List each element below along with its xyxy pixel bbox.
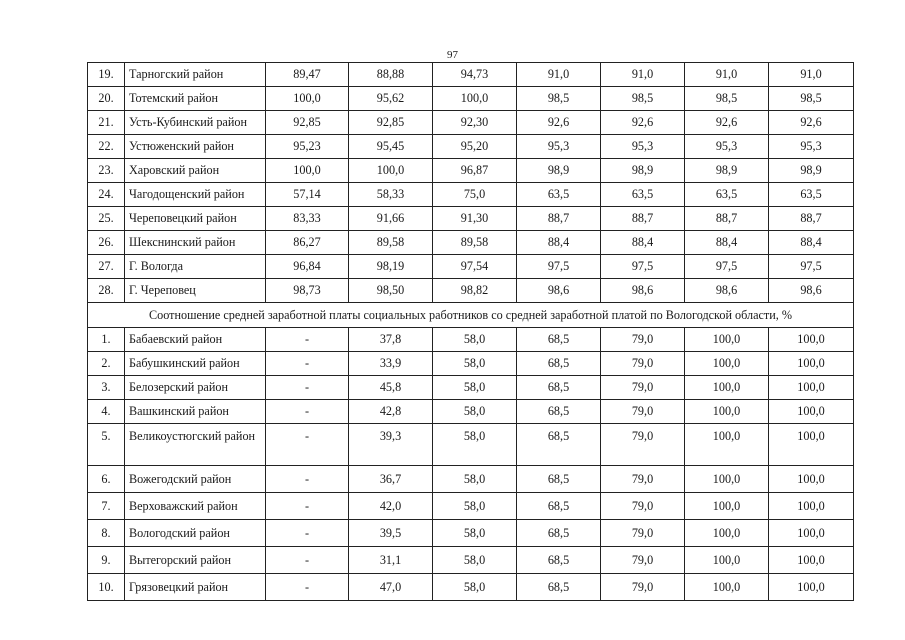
value-cell: 88,4: [685, 231, 769, 255]
table-row: [88, 279, 854, 303]
value-cell: 79,0: [601, 328, 685, 352]
value-cell: 95,45: [349, 135, 433, 159]
row-number: 1.: [88, 328, 125, 352]
value-cell: 75,0: [433, 183, 517, 207]
value-cell: 86,27: [266, 231, 349, 255]
table-row: [88, 207, 854, 231]
row-number: 10.: [88, 574, 125, 601]
table-row: [88, 183, 854, 207]
value-cell: 42,0: [349, 493, 433, 520]
row-number: 21.: [88, 111, 125, 135]
value-cell: 79,0: [601, 547, 685, 574]
value-cell: 97,5: [685, 255, 769, 279]
value-cell: 100,0: [685, 352, 769, 376]
value-cell: 83,33: [266, 207, 349, 231]
value-cell: 92,6: [517, 111, 601, 135]
value-cell: 91,0: [517, 63, 601, 87]
value-cell: 58,0: [433, 424, 517, 466]
value-cell: 63,5: [601, 183, 685, 207]
value-cell: 68,5: [517, 493, 601, 520]
district-name: Грязовецкий район: [125, 574, 266, 601]
value-cell: 31,1: [349, 547, 433, 574]
value-cell: 96,87: [433, 159, 517, 183]
value-cell: 95,23: [266, 135, 349, 159]
value-cell: 42,8: [349, 400, 433, 424]
value-cell: 68,5: [517, 376, 601, 400]
value-cell: 100,0: [685, 376, 769, 400]
value-cell: 33,9: [349, 352, 433, 376]
row-number: 23.: [88, 159, 125, 183]
value-cell: -: [266, 520, 349, 547]
value-cell: 100,0: [769, 493, 854, 520]
value-cell: 92,6: [601, 111, 685, 135]
row-number: 25.: [88, 207, 125, 231]
value-cell: -: [266, 424, 349, 466]
value-cell: 98,9: [517, 159, 601, 183]
district-name: Харовский район: [125, 159, 266, 183]
value-cell: 98,6: [769, 279, 854, 303]
district-name: Верховажский район: [125, 493, 266, 520]
value-cell: 95,3: [517, 135, 601, 159]
value-cell: 88,7: [685, 207, 769, 231]
table-row: [88, 424, 854, 466]
value-cell: 100,0: [266, 159, 349, 183]
district-name: Шекснинский район: [125, 231, 266, 255]
value-cell: 79,0: [601, 493, 685, 520]
value-cell: 100,0: [685, 424, 769, 466]
value-cell: 37,8: [349, 328, 433, 352]
value-cell: 89,58: [433, 231, 517, 255]
value-cell: 100,0: [769, 352, 854, 376]
value-cell: 79,0: [601, 376, 685, 400]
value-cell: 100,0: [685, 400, 769, 424]
value-cell: 100,0: [769, 547, 854, 574]
value-cell: -: [266, 493, 349, 520]
value-cell: 98,82: [433, 279, 517, 303]
section-header: Соотношение средней заработной платы социальных работников со средней заработной платой по Вологодской области, %: [88, 303, 854, 328]
value-cell: -: [266, 352, 349, 376]
table-row: [88, 520, 854, 547]
value-cell: 58,33: [349, 183, 433, 207]
value-cell: 89,47: [266, 63, 349, 87]
value-cell: -: [266, 547, 349, 574]
value-cell: 58,0: [433, 547, 517, 574]
row-number: 4.: [88, 400, 125, 424]
district-name: Г. Вологда: [125, 255, 266, 279]
table-row: [88, 255, 854, 279]
value-cell: 88,7: [517, 207, 601, 231]
table-row: [88, 63, 854, 87]
row-number: 26.: [88, 231, 125, 255]
row-number: 9.: [88, 547, 125, 574]
value-cell: 94,73: [433, 63, 517, 87]
value-cell: 36,7: [349, 466, 433, 493]
district-name: Череповецкий район: [125, 207, 266, 231]
value-cell: 68,5: [517, 328, 601, 352]
value-cell: -: [266, 328, 349, 352]
value-cell: 92,6: [685, 111, 769, 135]
table-row: [88, 231, 854, 255]
value-cell: 100,0: [349, 159, 433, 183]
value-cell: 98,73: [266, 279, 349, 303]
value-cell: 98,5: [601, 87, 685, 111]
row-number: 3.: [88, 376, 125, 400]
value-cell: 91,66: [349, 207, 433, 231]
row-number: 6.: [88, 466, 125, 493]
value-cell: -: [266, 466, 349, 493]
value-cell: 68,5: [517, 574, 601, 601]
value-cell: 58,0: [433, 520, 517, 547]
value-cell: 39,3: [349, 424, 433, 466]
value-cell: 100,0: [685, 493, 769, 520]
table-row: [88, 159, 854, 183]
value-cell: 95,3: [601, 135, 685, 159]
row-number: 8.: [88, 520, 125, 547]
table-row: [88, 466, 854, 493]
district-name: Тотемский район: [125, 87, 266, 111]
row-number: 2.: [88, 352, 125, 376]
row-number: 20.: [88, 87, 125, 111]
value-cell: 100,0: [769, 466, 854, 493]
value-cell: 68,5: [517, 400, 601, 424]
value-cell: 98,9: [769, 159, 854, 183]
value-cell: 97,54: [433, 255, 517, 279]
value-cell: 88,7: [769, 207, 854, 231]
value-cell: -: [266, 400, 349, 424]
value-cell: 95,3: [769, 135, 854, 159]
value-cell: 92,85: [349, 111, 433, 135]
table-row: [88, 574, 854, 601]
value-cell: 92,85: [266, 111, 349, 135]
district-name: Усть-Кубинский район: [125, 111, 266, 135]
value-cell: 39,5: [349, 520, 433, 547]
value-cell: 88,4: [601, 231, 685, 255]
value-cell: 63,5: [685, 183, 769, 207]
value-cell: 79,0: [601, 352, 685, 376]
district-name: Вытегорский район: [125, 547, 266, 574]
table-row: [88, 493, 854, 520]
table-row: [88, 135, 854, 159]
data-table: [87, 62, 854, 601]
table-row: [88, 376, 854, 400]
value-cell: 100,0: [685, 574, 769, 601]
value-cell: 88,88: [349, 63, 433, 87]
value-cell: -: [266, 574, 349, 601]
row-number: 7.: [88, 493, 125, 520]
district-name: Вашкинский район: [125, 400, 266, 424]
value-cell: 97,5: [517, 255, 601, 279]
value-cell: 100,0: [266, 87, 349, 111]
value-cell: 92,6: [769, 111, 854, 135]
value-cell: 88,4: [769, 231, 854, 255]
value-cell: 95,3: [685, 135, 769, 159]
page-number: 97: [447, 49, 458, 61]
value-cell: 100,0: [685, 328, 769, 352]
value-cell: 58,0: [433, 400, 517, 424]
value-cell: 97,5: [601, 255, 685, 279]
value-cell: 45,8: [349, 376, 433, 400]
district-name: Вологодский район: [125, 520, 266, 547]
value-cell: 100,0: [769, 376, 854, 400]
row-number: 22.: [88, 135, 125, 159]
value-cell: 100,0: [685, 547, 769, 574]
table-row: [88, 400, 854, 424]
table-row: [88, 87, 854, 111]
district-name: Великоустюгский район: [125, 424, 266, 466]
value-cell: 68,5: [517, 520, 601, 547]
value-cell: 63,5: [769, 183, 854, 207]
value-cell: 100,0: [769, 400, 854, 424]
row-number: 27.: [88, 255, 125, 279]
district-name: Бабаевский район: [125, 328, 266, 352]
value-cell: 57,14: [266, 183, 349, 207]
row-number: 28.: [88, 279, 125, 303]
value-cell: 100,0: [433, 87, 517, 111]
section-header-row: [88, 303, 854, 328]
table-row: [88, 547, 854, 574]
value-cell: 91,30: [433, 207, 517, 231]
value-cell: 100,0: [769, 328, 854, 352]
value-cell: 58,0: [433, 493, 517, 520]
value-cell: 63,5: [517, 183, 601, 207]
value-cell: 58,0: [433, 574, 517, 601]
district-name: Вожегодский район: [125, 466, 266, 493]
value-cell: 95,20: [433, 135, 517, 159]
value-cell: 98,6: [685, 279, 769, 303]
value-cell: -: [266, 376, 349, 400]
value-cell: 100,0: [769, 574, 854, 601]
table-row: [88, 111, 854, 135]
value-cell: 98,5: [769, 87, 854, 111]
value-cell: 100,0: [685, 466, 769, 493]
value-cell: 100,0: [685, 520, 769, 547]
district-name: Чагодощенский район: [125, 183, 266, 207]
table-row: [88, 328, 854, 352]
value-cell: 97,5: [769, 255, 854, 279]
value-cell: 79,0: [601, 400, 685, 424]
value-cell: 58,0: [433, 352, 517, 376]
value-cell: 98,6: [601, 279, 685, 303]
value-cell: 98,6: [517, 279, 601, 303]
value-cell: 79,0: [601, 520, 685, 547]
value-cell: 58,0: [433, 466, 517, 493]
district-name: Г. Череповец: [125, 279, 266, 303]
district-name: Тарногский район: [125, 63, 266, 87]
value-cell: 79,0: [601, 424, 685, 466]
value-cell: 88,4: [517, 231, 601, 255]
value-cell: 89,58: [349, 231, 433, 255]
value-cell: 91,0: [601, 63, 685, 87]
value-cell: 98,5: [517, 87, 601, 111]
value-cell: 68,5: [517, 547, 601, 574]
value-cell: 95,62: [349, 87, 433, 111]
value-cell: 68,5: [517, 352, 601, 376]
value-cell: 98,9: [685, 159, 769, 183]
value-cell: 100,0: [769, 520, 854, 547]
value-cell: 58,0: [433, 376, 517, 400]
district-name: Устюженский район: [125, 135, 266, 159]
value-cell: 79,0: [601, 466, 685, 493]
district-name: Бабушкинский район: [125, 352, 266, 376]
value-cell: 91,0: [685, 63, 769, 87]
value-cell: 98,50: [349, 279, 433, 303]
value-cell: 58,0: [433, 328, 517, 352]
row-number: 5.: [88, 424, 125, 466]
value-cell: 98,5: [685, 87, 769, 111]
value-cell: 98,19: [349, 255, 433, 279]
value-cell: 79,0: [601, 574, 685, 601]
value-cell: 98,9: [601, 159, 685, 183]
table-row: [88, 352, 854, 376]
value-cell: 92,30: [433, 111, 517, 135]
value-cell: 47,0: [349, 574, 433, 601]
row-number: 19.: [88, 63, 125, 87]
value-cell: 68,5: [517, 424, 601, 466]
value-cell: 100,0: [769, 424, 854, 466]
value-cell: 96,84: [266, 255, 349, 279]
row-number: 24.: [88, 183, 125, 207]
value-cell: 68,5: [517, 466, 601, 493]
district-name: Белозерский район: [125, 376, 266, 400]
value-cell: 88,7: [601, 207, 685, 231]
value-cell: 91,0: [769, 63, 854, 87]
